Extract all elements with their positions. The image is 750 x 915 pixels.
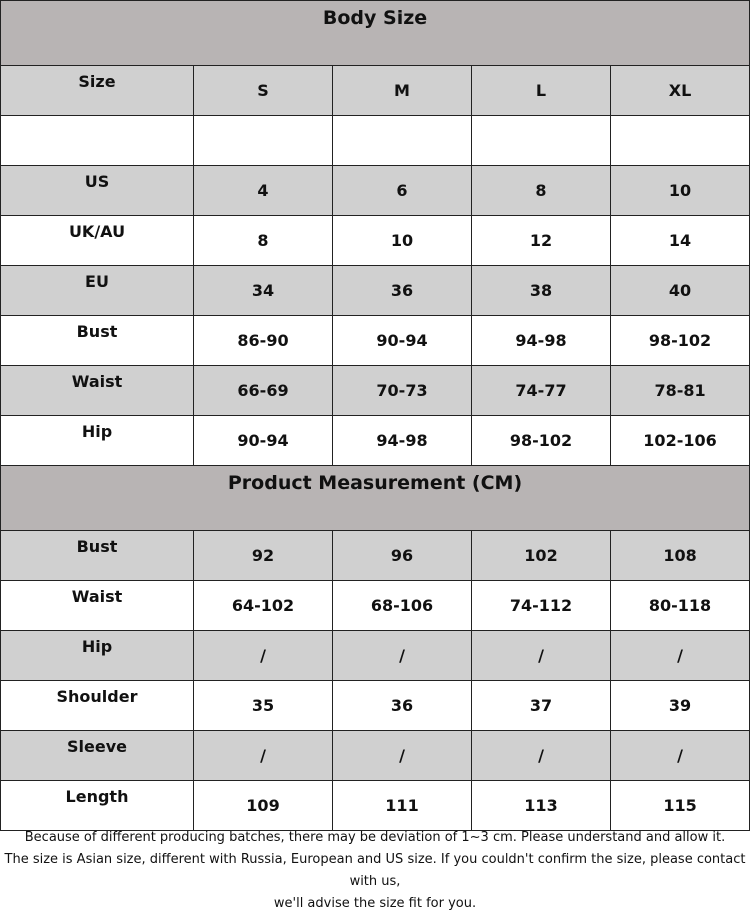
row-label: Shoulder [1, 681, 194, 731]
table-cell: / [472, 731, 611, 781]
table-cell: 37 [472, 681, 611, 731]
table-cell: / [611, 731, 750, 781]
table-cell: 115 [611, 781, 750, 831]
table-cell: / [333, 631, 472, 681]
note-line: Because of different producing batches, there may be deviation of 1~3 cm. Please understand and allow it. [24, 830, 726, 845]
row-label: Sleeve [1, 731, 194, 781]
table-row [1, 266, 750, 316]
table-cell: 68-106 [333, 581, 472, 631]
table-cell: 96 [333, 531, 472, 581]
body-size-header-row [1, 1, 750, 66]
table-cell: 108 [611, 531, 750, 581]
table-cell: 12 [472, 216, 611, 266]
table-cell: 36 [333, 266, 472, 316]
table-cell: 38 [472, 266, 611, 316]
table-cell: / [472, 631, 611, 681]
row-label: UK/AU [1, 216, 194, 266]
table-cell: 40 [611, 266, 750, 316]
table-cell: / [194, 631, 333, 681]
table-row [1, 731, 750, 781]
table-cell: 86-90 [194, 316, 333, 366]
table-cell [472, 116, 611, 166]
table-cell: / [333, 731, 472, 781]
table-row [1, 216, 750, 266]
table-cell: 90-94 [194, 416, 333, 466]
table-cell: 113 [472, 781, 611, 831]
table-cell: 92 [194, 531, 333, 581]
table-cell: 66-69 [194, 366, 333, 416]
table-cell: 14 [611, 216, 750, 266]
size-xl-header: XL [611, 66, 750, 116]
table-cell: 74-112 [472, 581, 611, 631]
table-cell: 8 [194, 216, 333, 266]
product-measurement-header-row [1, 466, 750, 531]
table-cell: 111 [333, 781, 472, 831]
table-cell: 34 [194, 266, 333, 316]
table-cell: 4 [194, 166, 333, 216]
row-label [1, 116, 194, 166]
table-cell [611, 116, 750, 166]
size-column-label: Size [1, 66, 194, 116]
table-cell: 70-73 [333, 366, 472, 416]
table-cell: 8 [472, 166, 611, 216]
table-row [1, 166, 750, 216]
table-cell: 6 [333, 166, 472, 216]
table-row [1, 581, 750, 631]
table-cell: / [611, 631, 750, 681]
table-cell [194, 116, 333, 166]
product-measurement-title: Product Measurement (CM) [1, 466, 750, 531]
note-line: we'll advise the size fit for you. [273, 896, 477, 911]
table-row [1, 316, 750, 366]
table-cell: 90-94 [333, 316, 472, 366]
size-header-row [1, 66, 750, 116]
table-cell: 98-102 [472, 416, 611, 466]
table-cell: 102 [472, 531, 611, 581]
table-row [1, 416, 750, 466]
table-cell: 94-98 [333, 416, 472, 466]
table-row [1, 531, 750, 581]
note-line: The size is Asian size, different with Russia, European and US size. If you couldn't confirm the size, please contact with us, [4, 852, 746, 889]
row-label: Bust [1, 531, 194, 581]
table-cell: 80-118 [611, 581, 750, 631]
table-cell: / [194, 731, 333, 781]
table-cell: 10 [333, 216, 472, 266]
table-cell: 35 [194, 681, 333, 731]
row-label: US [1, 166, 194, 216]
size-l-header: L [472, 66, 611, 116]
table-row [1, 366, 750, 416]
row-label: Length [1, 781, 194, 831]
row-label: EU [1, 266, 194, 316]
table-cell: 10 [611, 166, 750, 216]
row-label: Waist [1, 366, 194, 416]
body-size-title: Body Size [1, 1, 750, 66]
table-cell: 78-81 [611, 366, 750, 416]
table-cell [333, 116, 472, 166]
row-label: Hip [1, 631, 194, 681]
table-cell: 98-102 [611, 316, 750, 366]
table-cell: 36 [333, 681, 472, 731]
row-label: Waist [1, 581, 194, 631]
table-row [1, 116, 750, 166]
table-cell: 109 [194, 781, 333, 831]
table-cell: 94-98 [472, 316, 611, 366]
table-cell: 102-106 [611, 416, 750, 466]
row-label: Bust [1, 316, 194, 366]
size-note [0, 818, 750, 915]
table-cell: 39 [611, 681, 750, 731]
table-row [1, 631, 750, 681]
size-m-header: M [333, 66, 472, 116]
size-s-header: S [194, 66, 333, 116]
table-cell: 64-102 [194, 581, 333, 631]
table-cell: 74-77 [472, 366, 611, 416]
row-label: Hip [1, 416, 194, 466]
table-row [1, 681, 750, 731]
